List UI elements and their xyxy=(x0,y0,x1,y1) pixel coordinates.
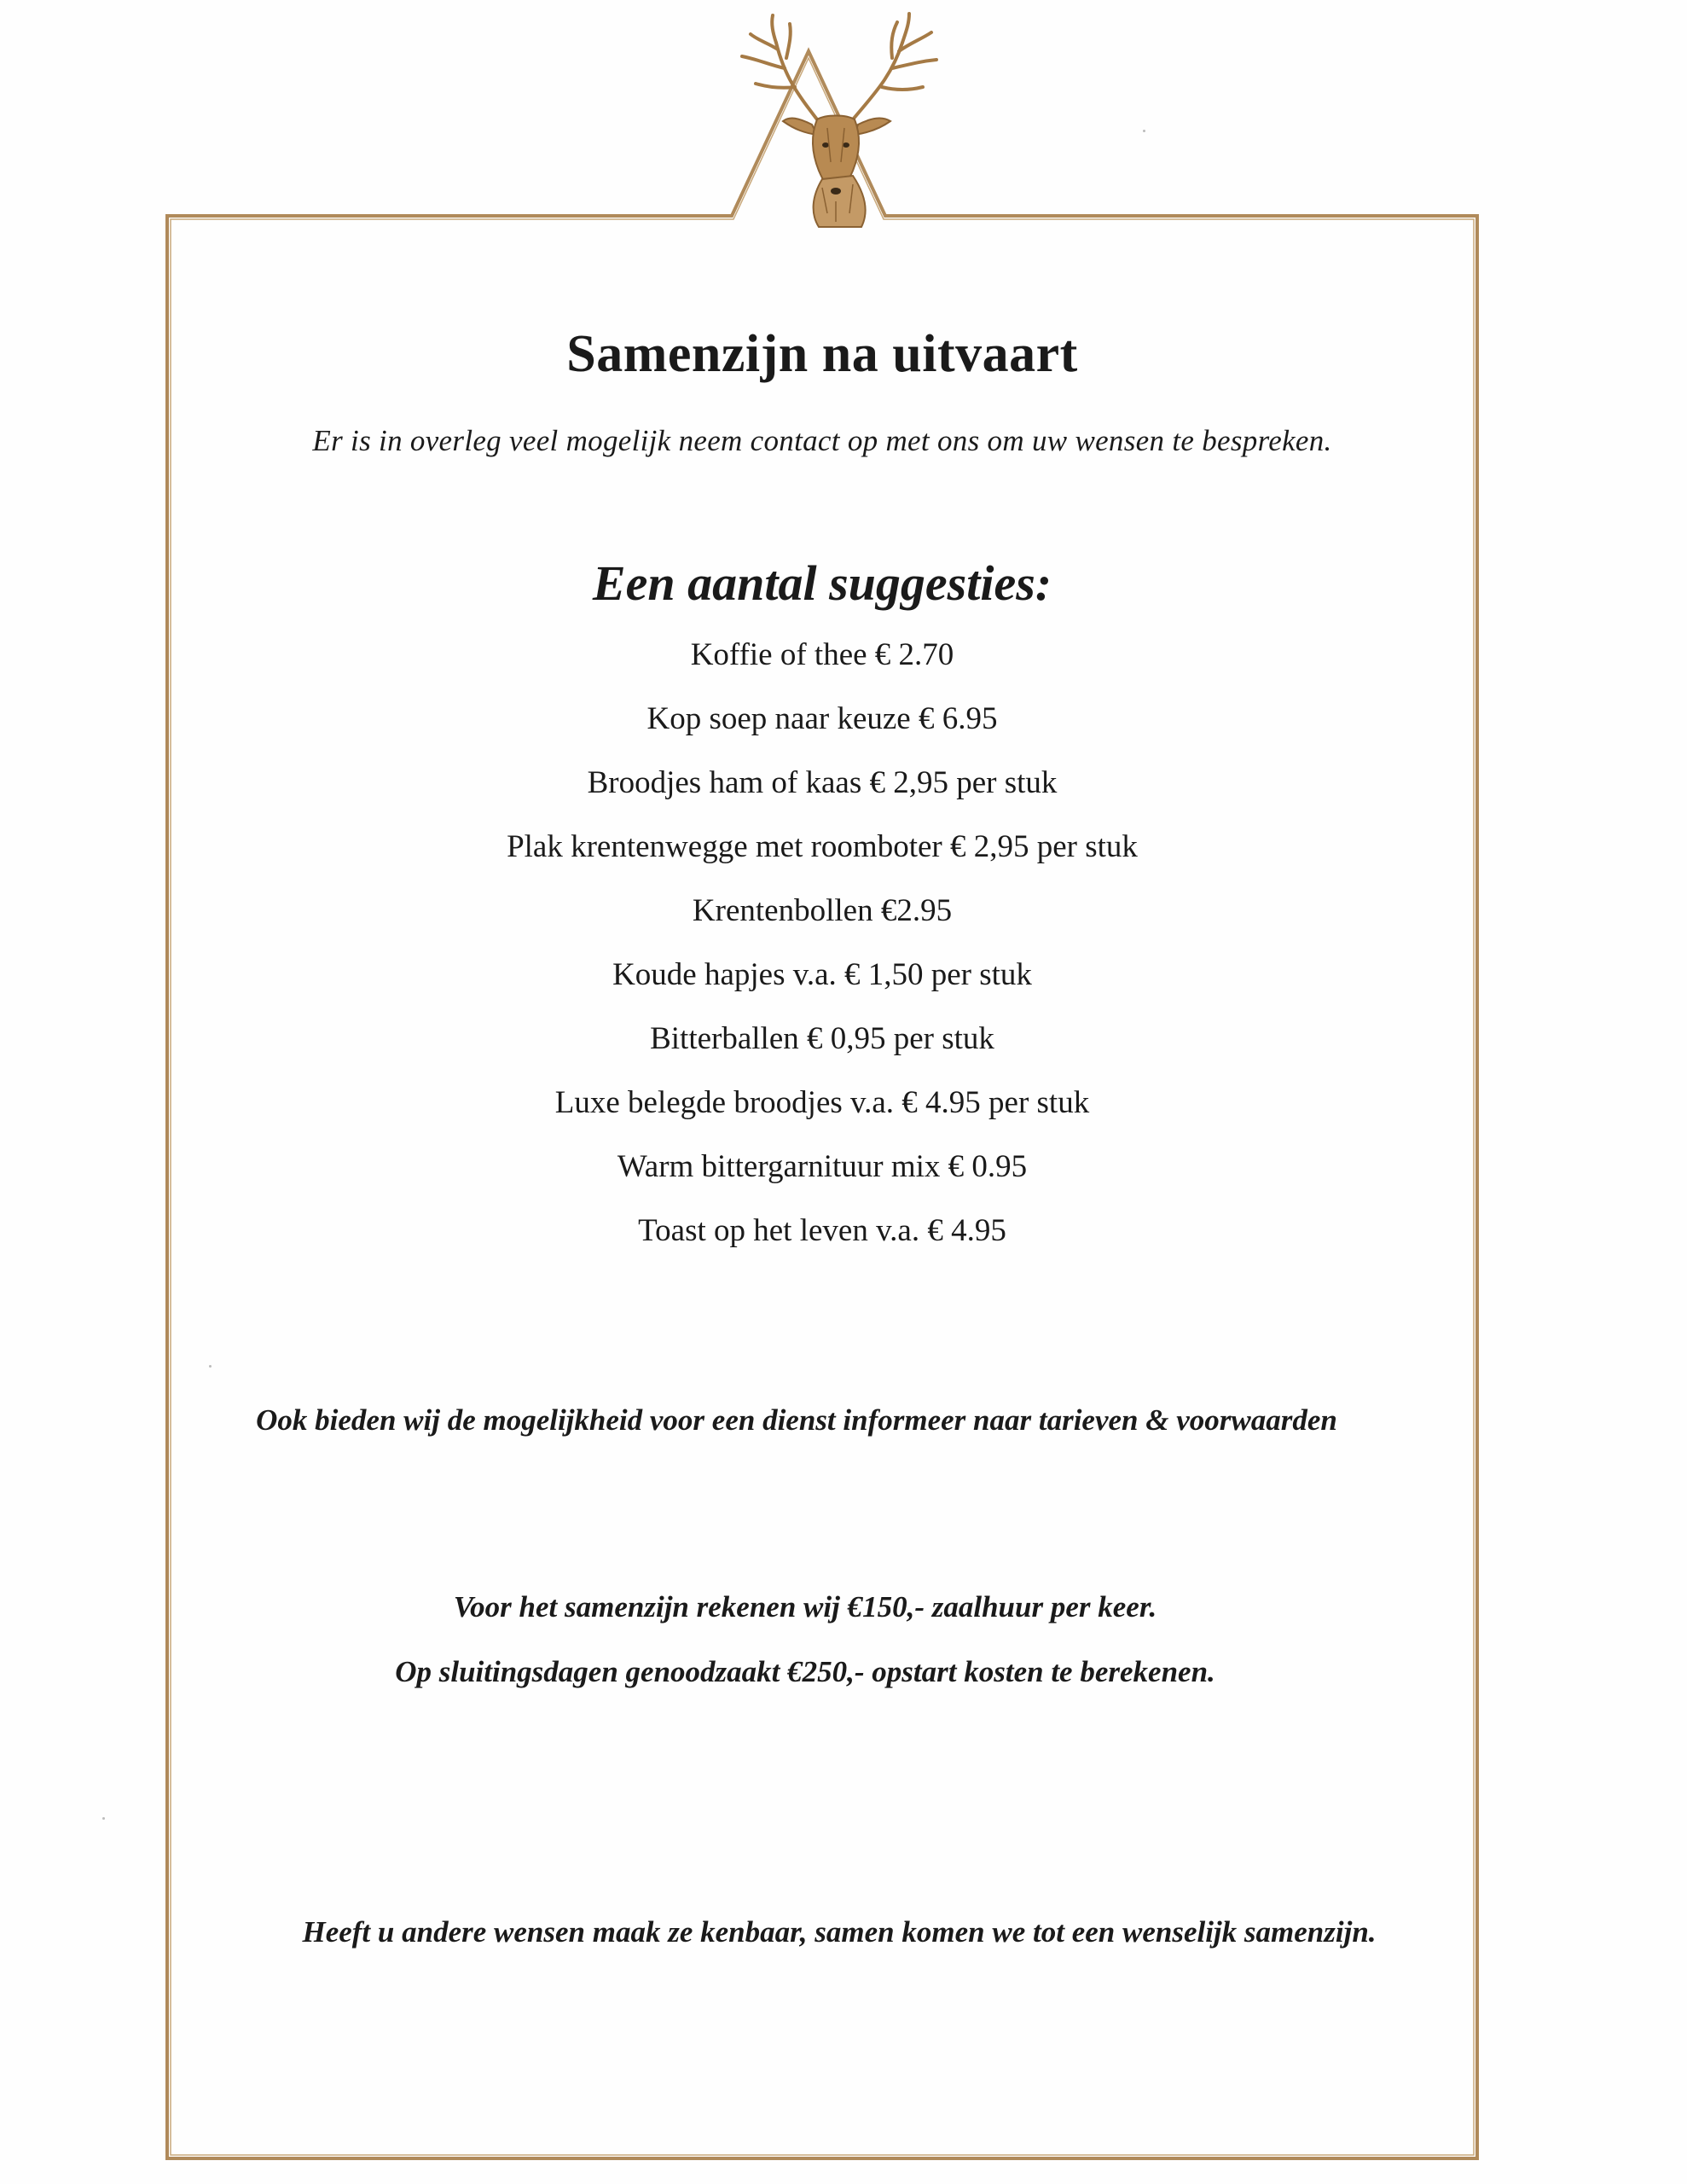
suggestions-heading: Een aantal suggesties: xyxy=(592,555,1052,611)
menu-item: Kop soep naar keuze € 6.95 xyxy=(646,701,998,736)
wishes-note: Heeft u andere wensen maak ze kenbaar, samen komen we tot een wenselijk samenzijn. xyxy=(302,1915,1377,1949)
page-subtitle: Er is in overleg veel mogelijk neem contact op met ons om uw wensen te bespreken. xyxy=(312,424,1332,457)
service-note: Ook bieden wij de mogelijkheid voor een dienst informeer naar tarieven & voorwaarden xyxy=(256,1403,1337,1437)
stag-head-icon xyxy=(716,9,964,230)
menu-item: Warm bittergarnituur mix € 0.95 xyxy=(617,1149,1028,1184)
menu-item: Broodjes ham of kaas € 2,95 per stuk xyxy=(587,765,1058,800)
menu-item: Plak krentenwegge met roomboter € 2,95 per stuk xyxy=(507,829,1138,864)
closed-days-note: Op sluitingsdagen genoodzaakt €250,- opstart kosten te berekenen. xyxy=(395,1655,1215,1688)
menu-item: Luxe belegde broodjes v.a. € 4.95 per stuk xyxy=(554,1085,1090,1120)
menu-list xyxy=(167,630,1477,1269)
menu-item: Koude hapjes v.a. € 1,50 per stuk xyxy=(612,957,1032,992)
page-title: Samenzijn na uitvaart xyxy=(566,325,1078,383)
menu-item: Bitterballen € 0,95 per stuk xyxy=(650,1021,994,1056)
menu-item: Toast op het leven v.a. € 4.95 xyxy=(638,1213,1006,1248)
menu-item: Krentenbollen €2.95 xyxy=(692,893,953,928)
scan-speck xyxy=(1143,130,1145,132)
scan-speck xyxy=(209,1365,212,1368)
rent-note: Voor het samenzijn rekenen wij €150,- zaalhuur per keer. xyxy=(453,1590,1157,1623)
scan-speck xyxy=(102,1817,105,1820)
menu-item: Koffie of thee € 2.70 xyxy=(690,637,954,672)
